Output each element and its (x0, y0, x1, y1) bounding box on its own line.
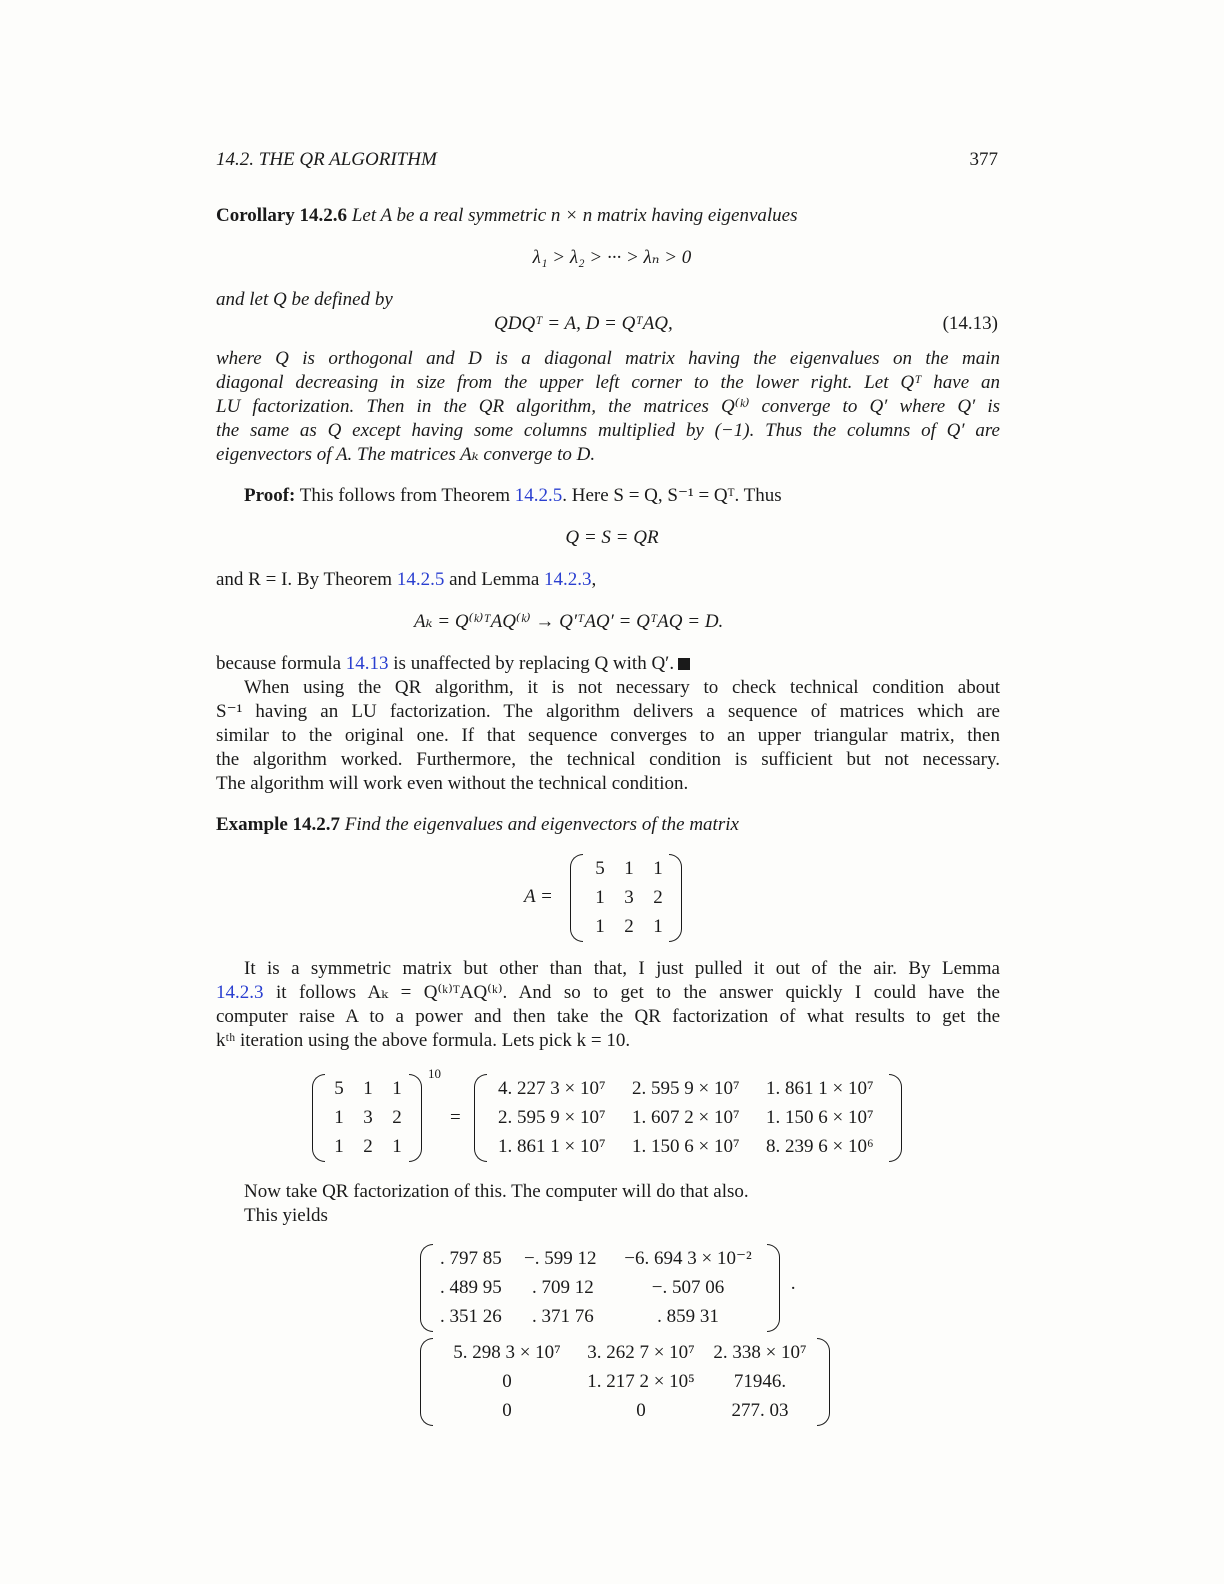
matrix-cell: 1 (624, 857, 634, 879)
matrix-cell: 2 (363, 1135, 373, 1157)
text-line: It is a symmetric matrix but other than that, I just pulled it out of the air. By Lemma (244, 958, 1000, 979)
corollary-label: Corollary 14.2.6 (216, 205, 348, 226)
matrix-cell: 1 (595, 915, 605, 937)
text-line: diagonal decreasing in size from the upper left corner to the lower right. Let Qᵀ have an (216, 372, 1000, 393)
proof-text: . Here S = Q, S⁻¹ = Qᵀ. Thus (562, 485, 782, 506)
text-line: S⁻¹ having an LU factorization. The algorithm delivers a sequence of matrices which are (216, 701, 1000, 722)
matrix-cell: 1 (595, 886, 605, 908)
corollary-text: Let A be a real symmetric n × n matrix having eigenvalues (351, 205, 798, 226)
matrix-cell: 0 (502, 1399, 512, 1421)
matrix-cell: 5 (595, 857, 605, 879)
text-line (216, 981, 1000, 1005)
matrix-cell: 1. 217 2 × 10⁵ (587, 1370, 695, 1392)
proof-text: and Lemma (449, 569, 540, 590)
matrix-cell: −6. 694 3 × 10⁻² (624, 1247, 752, 1269)
eigenvalue-ordering: λ₁ > λ₂ > ··· > λₙ > 0 (532, 247, 692, 268)
matrix-cell: . 371 76 (532, 1305, 594, 1327)
power-exponent: 10 (428, 1066, 441, 1081)
left-paren (420, 1338, 433, 1426)
matrix-a-base (312, 1074, 422, 1162)
text-line: LU factorization. Then in the QR algorithm, the matrices Q⁽ᵏ⁾ converge to Q′ where Q′ is (216, 396, 1000, 417)
matrix-r (420, 1338, 830, 1426)
matrix-cell: 71946. (733, 1370, 787, 1392)
matrix-cell: 3 (363, 1106, 373, 1128)
matrix-a-grid (586, 854, 672, 941)
text-line: similar to the original one. If that sequence converges to an upper triangular matrix, then (216, 725, 1000, 746)
left-paren (420, 1244, 433, 1332)
example-label: Example 14.2.7 (216, 814, 341, 835)
corollary-body (216, 347, 1000, 467)
matrix-cell: −. 599 12 (524, 1247, 597, 1269)
corollary-statement (216, 204, 798, 228)
matrix-cell: 277. 03 (731, 1399, 789, 1421)
lemma-paragraph (216, 957, 1000, 1053)
matrix-cell: 1. 861 1 × 10⁷ (498, 1135, 606, 1157)
matrix-cell: 1 (334, 1135, 344, 1157)
display-ak-convergence: Aₖ = Q⁽ᵏ⁾ᵀAQ⁽ᵏ⁾ → Q′ᵀAQ′ = QᵀAQ = D. (414, 611, 724, 632)
matrix-cell: 1 (334, 1106, 344, 1128)
matrix-cell: 1 (653, 857, 663, 879)
matrix-cell: 3 (624, 886, 634, 908)
theorem-link[interactable]: 14.2.5 (514, 485, 563, 506)
text-span: it follows Aₖ = Q⁽ᵏ⁾ᵀAQ⁽ᵏ⁾. And so to get to the answer quickly I could have the (275, 982, 1000, 1003)
text-line: kᵗʰ iteration using the above formula. Lets pick k = 10. (216, 1030, 631, 1051)
matrix-a-label: A = (524, 886, 553, 907)
lemma-link[interactable]: 14.2.3 (216, 982, 264, 1003)
proof-text: , (591, 569, 597, 590)
page-number: 377 (969, 149, 998, 170)
right-paren (767, 1244, 780, 1332)
matrix-cell: 4. 227 3 × 10⁷ (498, 1077, 606, 1099)
matrix-cell: 5. 298 3 × 10⁷ (453, 1341, 561, 1363)
example-text: Find the eigenvalues and eigenvectors of the matrix (344, 814, 739, 835)
text-line: the same as Q except having some columns multiplied by (−1). Thus the columns of Q′ are (216, 420, 1000, 441)
matrix-cell: 0 (636, 1399, 646, 1421)
matrix-cell: 2 (392, 1106, 402, 1128)
matrix-cell: −. 507 06 (651, 1276, 725, 1298)
text-line: computer raise A to a power and then take the QR factorization of what results to get the (216, 1006, 1000, 1027)
matrix-cell: . 351 26 (440, 1305, 502, 1327)
matrix-cell: 2. 595 9 × 10⁷ (498, 1106, 606, 1128)
proof-text: is unaffected by replacing Q with Q′. (393, 653, 675, 674)
equation-number: (14.13) (942, 313, 998, 334)
matrix-cell: 1 (392, 1135, 402, 1157)
left-paren (570, 854, 583, 942)
matrix-q-grid (440, 1244, 758, 1331)
matrix-cell: 3. 262 7 × 10⁷ (587, 1341, 695, 1363)
qed-square-icon (678, 658, 690, 670)
matrix-result-grid (498, 1074, 894, 1161)
proof-line3 (216, 652, 690, 676)
proof-text: and R = I. By Theorem (216, 569, 393, 590)
equals-sign: = (450, 1107, 461, 1128)
matrix-a (570, 854, 682, 942)
text-line: eigenvectors of A. The matrices Aₖ converge to D. (216, 444, 596, 465)
equation-14-13: QDQᵀ = A, D = QᵀAQ, (494, 313, 673, 334)
let-q-text: and let Q be defined by (216, 289, 393, 310)
text-line: the algorithm worked. Furthermore, the technical condition is sufficient but not necessary. (216, 749, 1000, 770)
matrix-cell: 0 (502, 1370, 512, 1392)
matrix-cell: 8. 239 6 × 10⁶ (766, 1135, 874, 1157)
proof-label: Proof: (244, 485, 296, 506)
qr-discussion-paragraph (216, 676, 1000, 796)
text-line: The algorithm will work even without the technical condition. (216, 773, 689, 794)
theorem-link[interactable]: 14.2.5 (396, 569, 445, 590)
matrix-q (420, 1244, 780, 1332)
matrix-a-power-10 (474, 1074, 902, 1162)
matrix-cell: . 859 31 (657, 1305, 719, 1327)
qr-factor-line: Now take QR factorization of this. The computer will do that also. (244, 1181, 749, 1202)
proof-text: This follows from Theorem (299, 485, 510, 506)
lemma-link[interactable]: 14.2.3 (544, 569, 592, 590)
matrix-cell: . 709 12 (532, 1276, 594, 1298)
proof-text: because formula (216, 653, 342, 674)
matrix-cell: 2 (624, 915, 634, 937)
matrix-cell: 2. 595 9 × 10⁷ (632, 1077, 740, 1099)
proof-line1 (244, 484, 782, 508)
left-paren (474, 1074, 487, 1162)
matrix-r-grid (440, 1338, 812, 1425)
formula-link[interactable]: 14.13 (345, 653, 389, 674)
matrix-cell: . 797 85 (440, 1247, 502, 1269)
matrix-cell: 2 (653, 886, 663, 908)
matrix-cell: . 489 95 (440, 1276, 502, 1298)
matrix-cell: 1. 150 6 × 10⁷ (766, 1106, 874, 1128)
example-statement (216, 813, 739, 837)
proof-line2 (216, 568, 596, 592)
matrix-cell: 1. 861 1 × 10⁷ (766, 1077, 874, 1099)
display-q-s-qr: Q = S = QR (565, 527, 659, 548)
matrix-cell: 1 (392, 1077, 402, 1099)
this-yields-line: This yields (244, 1205, 328, 1226)
right-paren (817, 1338, 830, 1426)
matrix-cell: 1 (653, 915, 663, 937)
matrix-cell: 2. 338 × 10⁷ (713, 1341, 807, 1363)
matrix-cell: 5 (334, 1077, 344, 1099)
trailing-dot: · (790, 1278, 797, 1299)
matrix-cell: 1 (363, 1077, 373, 1099)
matrix-base-grid (324, 1074, 412, 1161)
text-line: When using the QR algorithm, it is not necessary to check technical condition about (244, 677, 1000, 698)
running-header-section: 14.2. THE QR ALGORITHM (216, 149, 437, 170)
matrix-cell: 1. 150 6 × 10⁷ (632, 1135, 740, 1157)
matrix-cell: 1. 607 2 × 10⁷ (632, 1106, 740, 1128)
text-line: where Q is orthogonal and D is a diagonal matrix having the eigenvalues on the main (216, 348, 1000, 369)
